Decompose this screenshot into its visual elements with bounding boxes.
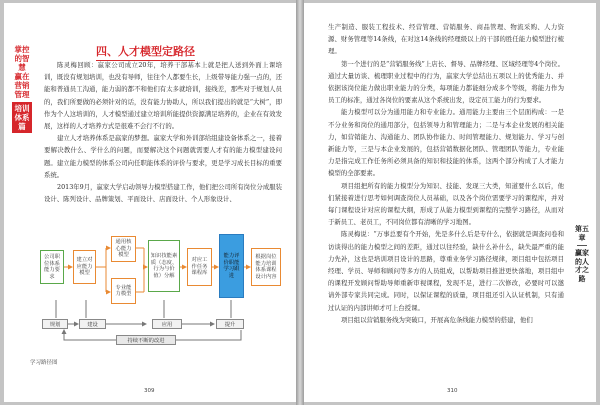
side-tab-text: 掌控的智慧 [14, 45, 30, 72]
paragraph: 陈灵梅说：“万事总要有个开始，先是多什么后是专什么，依据就是调查问卷和访谈得出的能力模型之间的差距，通过以往经验，缺什么补什么，缺失最严重的能力先补，这也是培训项目设计的思路，尊重业务学习路径规律，项目组中包括项目经理、学员、导师和顾问等多方的人员组成，以帮助项目推进更快落地，项目组中的课程开发顾问帮助导师重新审视课程，发现不足，进行二次修改，必要时可以邀请外部专家共同完成。同时，以保证课程的质量，项目组还引入认证机制，只有通过认证的内部讲师才可上台授课。 [328, 230, 564, 312]
paragraph: 能力模型可以分为通用能力和专业能力。通用能力主要由三个层面构成：一是不分业务和岗位的通用部分，包括领导力和管理能力；二是与本企业发展的相关能力，如营销能力、沟通能力、团队协作能力、时间管理能力、规划能力、学习与创新能力等，三是与本企业发展的，包括营销数据化团队、管理团队等能力，专业能力是指完成工作任务所必须具备的知识和技能的体系，这两个部分构成了人才能力模型的全部要素。 [328, 108, 564, 178]
chapter-title: 赢家的人才之路 [575, 249, 589, 283]
right-page [304, 3, 596, 402]
side-tab-subtext: 赢在营销管理 [14, 72, 30, 99]
paragraph: 2013年9月，嬴家大学启动领导力模型搭建工作，他们把公司所有岗位分成服装设计、陈列设计、品牌策划、平面设计、店面设计、个人形象设计、 [44, 183, 282, 204]
section-title: 四、人才模型定路径 [96, 43, 195, 61]
paragraph: 第一个进行的是“营销服务线”上店长、督导、品牌经理、区域经理等4个岗位。通过大量访谈、梳理职业过程中的行为，嬴家大学总结出五项以上的优秀能力、并依据该岗位能力做出职业能力的分类，每项能力都能细分成多个等级，将能力作为员工的标准，通过各岗位的要素从这个系统出发，设定员工能力的行为要求。 [328, 59, 564, 105]
diagram-box-core-model: 通用核心能力模型 [111, 236, 136, 262]
chapter-side-tab-right [574, 225, 590, 283]
continuous-improvement-label: 持续不断的改进 [116, 335, 176, 345]
book-gutter [296, 0, 304, 405]
stage-plan: 规划 [42, 319, 68, 329]
stage-apply: 应用 [152, 319, 182, 329]
diagram-box-professional-model: 专业能力模型 [111, 278, 136, 304]
diagram-box-course-library: 对应工作任务课程库 [187, 248, 212, 286]
diagram-box-curriculum-design: 根据岗位能力培训体系课程设计内容 [251, 248, 281, 286]
chapter-side-tab [12, 45, 32, 133]
stage-improve: 提升 [216, 319, 244, 329]
learning-path-diagram [36, 234, 288, 346]
paragraph: 建立人才培养体系是嬴家的梦想。嬴家大学和外训部给组建设备体系之一，接着要解决教什么、学什么的问题，而要解决这个问题就需要人才有的能力模型建设问题。建立能力模型的体系公司向任职能体系的评价与要求，更是学习成长目标的重要系统。 [44, 134, 282, 179]
diagram-box-decomposition: 知识技能素质（态度、行为与价值）分解 [148, 240, 180, 292]
side-tab-separator [577, 245, 587, 246]
right-body-text [328, 21, 564, 326]
chapter-label: 第五章 [575, 225, 589, 242]
paragraph: 陈灵梅回顾：嬴家公司成立20年，培养干部基本上就是把人送到外面上课培训，既没有规划培训，也没有导师，往往个人都要生长，上级带导能力强一点的，还能和普通员工沟通，能力弱的都不和他们有太多就培训，接线差，那些对于规划人员的，我们所要做的必须针对的话，没有能力协助人，所以我们提出的就是“大树”，即作为个人这培训的，人才模型通过建立培训所能提供资源满足培养的，企业在有效发展，这样的人才培养方式是很难不会行不行的。 [44, 61, 282, 131]
diagram-box-position-requirements: 公司职位体系能力要求 [40, 250, 64, 284]
page-number-left: 309 [144, 388, 155, 394]
figure-caption: 学习路径图 [30, 360, 58, 366]
left-page [4, 3, 296, 402]
side-tab-label: 培训体系篇 [12, 102, 32, 133]
diagram-box-build-model: 建立对应能力模型 [73, 250, 96, 284]
page-number-right: 310 [447, 388, 458, 394]
stage-build: 建设 [79, 319, 106, 329]
diagram-box-evaluation: 能力评价职能学习跟进 [219, 234, 244, 298]
left-body-text [44, 59, 282, 205]
paragraph: 项目组把所有的能力模型分为知识、技能、发现三大类，知道要什么以后，他们紧接着进行思考如何调查岗位人员基础，以及各个岗位需要学习的课程库，并对每门课程设计对应的课程大纲，形成了从能力模型到课程的完整学习路径，从而对于新员工、老员工，不同岗位都有清晰的学习地图。 [328, 181, 564, 227]
paragraph: 生产制造、服装工程技术、经营管理、营销服务、商品管理、物流采购、人力资源、财务管理等14条线，在对这14条线的经理级以上的干部的胜任能力模型进行梳理。 [328, 23, 564, 56]
paragraph: 项目组以营销服务线为突破口，开展高危条线能力模型的搭建，他们 [341, 315, 533, 324]
